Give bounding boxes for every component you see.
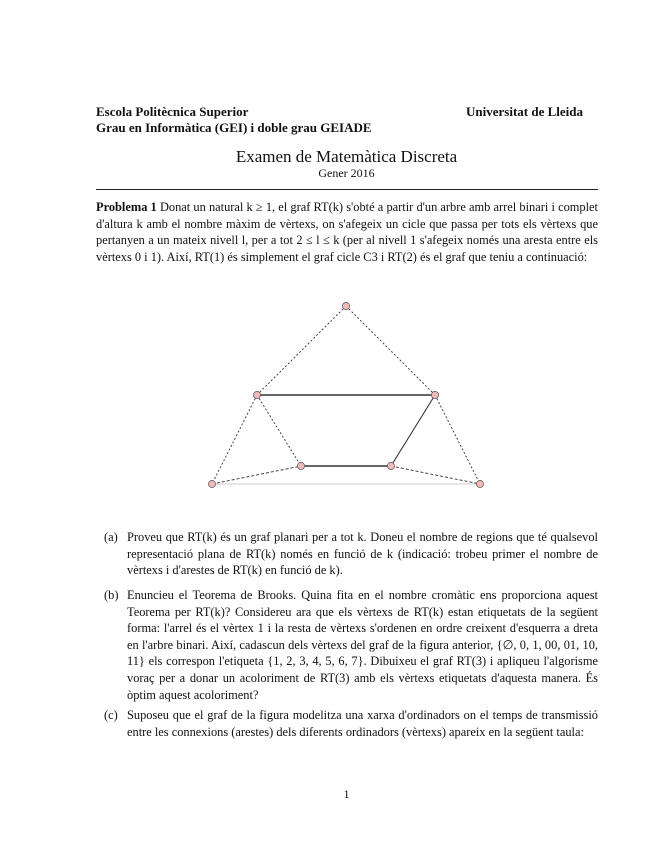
university-name: Universitat de Lleida bbox=[466, 104, 583, 119]
vertex-1 bbox=[342, 302, 349, 309]
school-name: Escola Politècnica Superior bbox=[96, 104, 249, 119]
exam-title: Examen de Matemàtica Discreta bbox=[235, 147, 458, 166]
page-number: 1 bbox=[343, 787, 350, 801]
item-c-label: (c) bbox=[104, 708, 118, 722]
degree-name: Grau en Informàtica (GEI) i doble grau GEIADE bbox=[96, 120, 372, 135]
vertex-3 bbox=[431, 391, 438, 398]
edge-1-2 bbox=[257, 306, 346, 395]
item-a-text: Proveu que RT(k) és un graf planari per a tot k. Doneu el nombre de regions que té qualsevol representació plana de RT(k) només en funció de k (indicació: trobeu primer el nombre de vèrtexs i d'arestes de RT(k) en funció de k). bbox=[127, 530, 598, 578]
vertex-2 bbox=[253, 391, 260, 398]
vertex-5 bbox=[297, 462, 304, 469]
edge-4-5 bbox=[212, 466, 301, 484]
item-a-label: (a) bbox=[104, 530, 118, 544]
title-rule bbox=[96, 189, 598, 190]
edge-3-7 bbox=[435, 395, 480, 484]
item-b-text: Enuncieu el Teorema de Brooks. Quina fita en el nombre cromàtic ens proporciona aquest Teorema per RT(k)? Considereu ara que els vèrtexs de RT(k) estan etiquetats de la següent forma: l'arrel és el vèrtex 1 i la resta de vèrtexs s'ordenen en ordre creixent d'esquerra a dreta en l'arbre binari. Així, cadascun dels vèrtexs del graf de la figura anterior, {∅, 0, 1, 00, 01, 10, 11} els correspon l'etiqueta {1, 2, 3, 4, 5, 6, 7}. Dibuixeu el graf RT(3) i apliqueu l'algorisme voraç per a donar un acoloriment de RT(3) amb els vèrtexs etiquetats d'aquesta manera. És òptim aquest acoloriment? bbox=[127, 588, 598, 702]
edge-6-7 bbox=[391, 466, 480, 484]
item-c-text: Suposeu que el graf de la figura modelitza una xarxa d'ordinadors on el temps de transmissió entre les connexions (arestes) dels diferents ordinadors (vèrtexs) apareix en la següent taula: bbox=[127, 708, 598, 739]
problem-label: Problema 1 bbox=[96, 200, 157, 214]
edge-2-4 bbox=[212, 395, 257, 484]
vertex-4 bbox=[208, 480, 215, 487]
exam-date: Gener 2016 bbox=[318, 166, 375, 180]
vertex-7 bbox=[476, 480, 483, 487]
edge-3-6 bbox=[391, 395, 435, 466]
rt2-graph-figure bbox=[190, 295, 500, 495]
problem-intro: Donat un natural k ≥ 1, el graf RT(k) s'obté a partir d'un arbre amb arrel binari i complet d'altura k amb el nombre màxim de vèrtexs, on s'afegeix un cicle que passa per tots els vèrtexs que pertanyen a un mateix nivell l, per a tot 2 ≤ l ≤ k (per al nivell 1 s'afegeix només una aresta entre els vèrtexs 0 i 1). Així, RT(1) és simplement el graf cicle C3 i RT(2) és el graf que teniu a continuació: bbox=[96, 200, 599, 264]
edge-1-3 bbox=[346, 306, 435, 395]
item-b-label: (b) bbox=[104, 588, 119, 602]
edge-2-5 bbox=[257, 395, 301, 466]
vertex-6 bbox=[387, 462, 394, 469]
problem-statement bbox=[96, 199, 598, 265]
